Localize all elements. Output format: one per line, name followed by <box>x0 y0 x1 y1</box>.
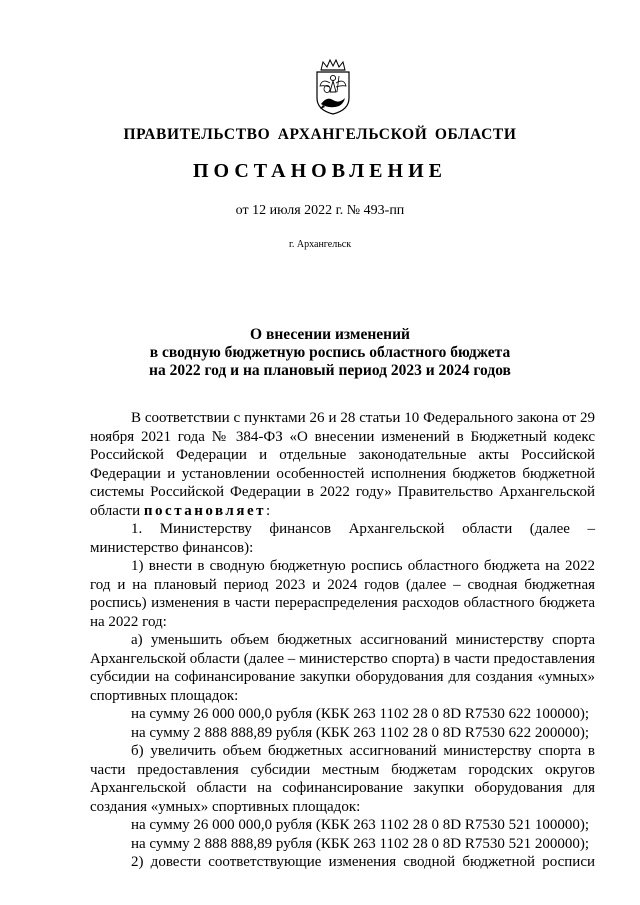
paragraph-subitem-1: 1) внести в сводную бюджетную роспись областного бюджета на 2022 год и на плановый период 2023 и 2024 годов (далее – сводная бюджетная роспись) изменения в части перераспределения расходов областного бюджета на 2022 год: <box>90 558 595 630</box>
title-line-3: на 2022 год и на плановый период 2023 и 2024 годов <box>149 362 511 379</box>
document-body <box>90 409 595 872</box>
document-date-number: от 12 июля 2022 г. № 493-пп <box>235 203 405 218</box>
paragraph-item-1: 1. Министерству финансов Архангельской области (далее – министерство финансов): <box>90 521 595 556</box>
paragraph-subitem-a: а) уменьшить объем бюджетных ассигнований министерству спорта Архангельской области (далее – министерство спорта) в части предоставления субсидии на софинансирование закупки оборудования для создания «умных» спортивных площадок: <box>90 632 595 704</box>
amount-line-2: на сумму 2 888 888,89 рубля (КБК 263 1102 28 0 8D R7530 622 200000); <box>131 724 589 741</box>
paragraph-preamble <box>90 409 595 520</box>
paragraph-subitem-2: 2) довести соответствующие изменения сводной бюджетной росписи <box>131 854 595 870</box>
amount-line-3: на сумму 26 000 000,0 рубля (КБК 263 1102 28 0 8D R7530 521 100000); <box>131 817 589 833</box>
organization-name: ПРАВИТЕЛЬСТВО АРХАНГЕЛЬСКОЙ ОБЛАСТИ <box>123 126 517 143</box>
title-line-1: О внесении изменений <box>250 326 410 343</box>
amount-line-1: на сумму 26 000 000,0 рубля (КБК 263 1102 28 0 8D R7530 622 100000); <box>131 706 589 722</box>
arkhangelsk-coat-of-arms-icon <box>313 58 353 116</box>
title-line-2: в сводную бюджетную роспись областного бюджета <box>149 344 511 361</box>
amount-line-4: на сумму 2 888 888,89 рубля (КБК 263 1102 28 0 8D R7530 521 200000); <box>131 835 589 852</box>
document-city: г. Архангельск <box>288 239 352 250</box>
document-type: ПОСТАНОВЛЕНИЕ <box>193 160 447 182</box>
preamble-text: В соответствии с пунктами 26 и 28 статьи 10 Федерального закона от 29 ноября 2021 года № 384-ФЗ «О внесении изменений в Бюджетный кодекс Российской Федерации и отдельные законодательные акты Российской Федерации и установлении особенностей исполнения бюджетов бюджетной системы Российской Федерации в 2022 году» Правительство Архангельской области <box>90 410 595 519</box>
document-title <box>80 326 580 380</box>
preamble-end: : <box>266 502 271 519</box>
paragraph-subitem-b: б) увеличить объем бюджетных ассигнований министерству спорта в части предоставления субсидии местным бюджетам городских округов Архангельской области на софинансирование закупки оборудования для создания «умных» спортивных площадок: <box>90 743 595 815</box>
preamble-emphasis: постановляет <box>143 502 266 519</box>
